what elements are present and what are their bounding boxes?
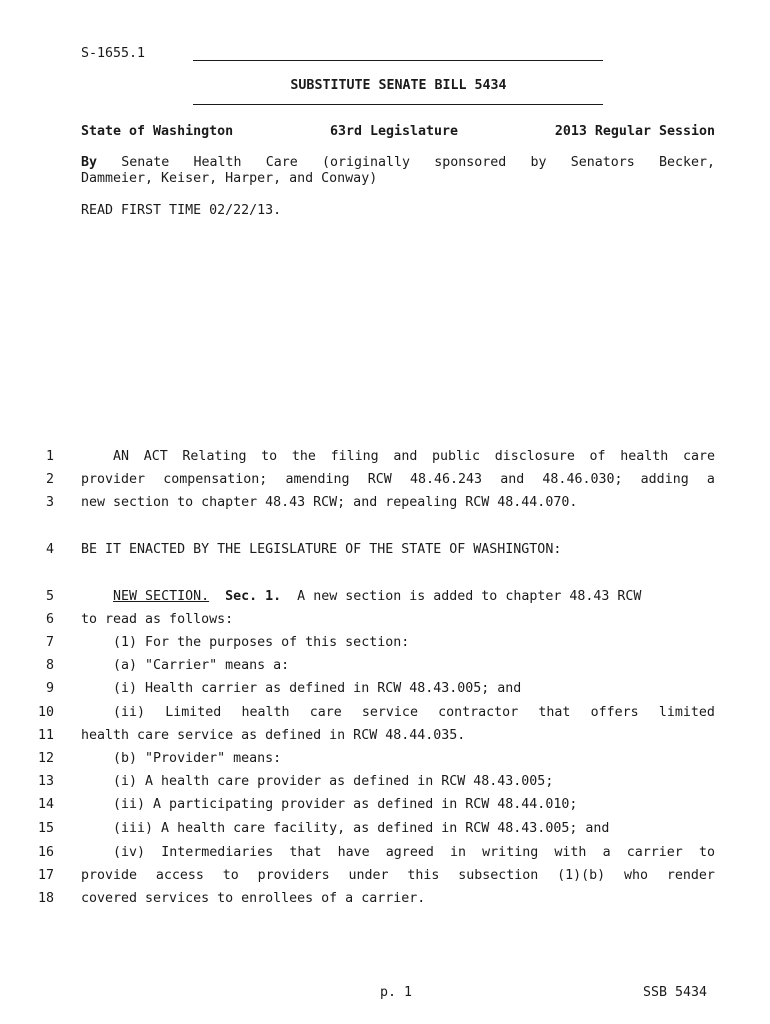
line-number: 16 bbox=[37, 845, 54, 860]
body-word: carrier bbox=[626, 845, 683, 860]
body-word: Relating bbox=[182, 449, 247, 464]
body-line: (ii) A participating provider as defined in RCW 48.44.010; bbox=[81, 797, 578, 812]
body-word: (iv) bbox=[113, 845, 146, 860]
body-word: and bbox=[393, 449, 418, 464]
body-word: RCW bbox=[367, 472, 392, 487]
state-name: State of Washington bbox=[81, 124, 234, 139]
body-line: (iii) A health care facility, as defined in RCW 48.43.005; and bbox=[81, 821, 610, 836]
sponsor-word: Health bbox=[193, 155, 242, 170]
body-word: under bbox=[348, 868, 389, 883]
top-rule bbox=[193, 60, 603, 61]
body-word: and bbox=[500, 472, 525, 487]
line-number: 4 bbox=[45, 542, 54, 557]
legislature: 63rd Legislature bbox=[329, 124, 459, 139]
body-line: (b) "Provider" means: bbox=[81, 751, 282, 766]
body-word: 48.46.030; bbox=[542, 472, 623, 487]
body-word: to bbox=[222, 868, 239, 883]
body-word: providers bbox=[257, 868, 330, 883]
body-word: this bbox=[407, 868, 440, 883]
body-word: health bbox=[620, 449, 669, 464]
body-word: disclosure bbox=[494, 449, 575, 464]
body-word: health bbox=[241, 705, 290, 720]
session: 2013 Regular Session bbox=[554, 124, 715, 139]
page-number: p. 1 bbox=[380, 985, 413, 1000]
bill-title: SUBSTITUTE SENATE BILL 5434 bbox=[290, 78, 507, 93]
session-line bbox=[81, 124, 715, 139]
body-word: contractor bbox=[438, 705, 519, 720]
body-word: a bbox=[706, 472, 715, 487]
body-word: render bbox=[666, 868, 715, 883]
body-line bbox=[81, 868, 715, 883]
line-number: 11 bbox=[37, 728, 54, 743]
line-number: 10 bbox=[37, 705, 54, 720]
body-word: care bbox=[682, 449, 715, 464]
body-word: the bbox=[291, 449, 316, 464]
body-word: adding bbox=[640, 472, 689, 487]
line-number: 18 bbox=[37, 891, 54, 906]
line-number: 3 bbox=[45, 495, 54, 510]
line-number: 6 bbox=[45, 612, 54, 627]
body-word: care bbox=[309, 705, 342, 720]
line-number: 13 bbox=[37, 774, 54, 789]
body-word: writing bbox=[482, 845, 539, 860]
body-word: have bbox=[337, 845, 370, 860]
body-line: BE IT ENACTED BY THE LEGISLATURE OF THE STATE OF WASHINGTON: bbox=[81, 542, 562, 557]
sponsor-word: Senate bbox=[121, 155, 170, 170]
line-number: 2 bbox=[45, 472, 54, 487]
by-label: By bbox=[81, 155, 98, 170]
body-word: filing bbox=[330, 449, 379, 464]
sponsor-word: Senators bbox=[570, 155, 635, 170]
sponsor-line-2: Dammeier, Keiser, Harper, and Conway) bbox=[81, 171, 378, 186]
body-line: health care service as defined in RCW 48.44.035. bbox=[81, 728, 466, 743]
body-word: provider bbox=[81, 472, 146, 487]
sponsor-line-1 bbox=[81, 155, 715, 170]
read-first-time: READ FIRST TIME 02/22/13. bbox=[81, 203, 282, 218]
sponsor-word: Becker, bbox=[658, 155, 715, 170]
body-line: new section to chapter 48.43 RCW; and repealing RCW 48.44.070. bbox=[81, 495, 578, 510]
body-line: (1) For the purposes of this section: bbox=[81, 635, 410, 650]
footer-bill-id: SSB 5434 bbox=[643, 985, 708, 1000]
body-line bbox=[81, 472, 715, 487]
body-word: a bbox=[602, 845, 611, 860]
section-number: Sec. 1. bbox=[225, 589, 282, 604]
body-word: Limited bbox=[165, 705, 222, 720]
body-word: to bbox=[261, 449, 278, 464]
sponsor-word: by bbox=[530, 155, 547, 170]
body-word: Intermediaries bbox=[161, 845, 274, 860]
body-word: limited bbox=[658, 705, 715, 720]
body-word: of bbox=[589, 449, 606, 464]
body-line bbox=[81, 705, 715, 720]
body-line bbox=[81, 845, 715, 860]
line-number: 7 bbox=[45, 635, 54, 650]
body-word: provide bbox=[81, 868, 138, 883]
line-number: 5 bbox=[45, 589, 54, 604]
body-line: covered services to enrollees of a carrier. bbox=[81, 891, 426, 906]
line-number: 1 bbox=[45, 449, 54, 464]
body-word: access bbox=[155, 868, 204, 883]
body-word: (ii) bbox=[113, 705, 146, 720]
body-word: (1)(b) bbox=[557, 868, 606, 883]
body-word: amending bbox=[285, 472, 350, 487]
body-word: AN bbox=[113, 449, 130, 464]
doc-id: S-1655.1 bbox=[81, 46, 146, 61]
body-word: subsection bbox=[458, 868, 539, 883]
new-section-label: NEW SECTION. bbox=[113, 589, 210, 604]
title-rule bbox=[193, 104, 603, 105]
body-word: to bbox=[698, 845, 715, 860]
body-line: (i) Health carrier as defined in RCW 48.43.005; and bbox=[81, 681, 522, 696]
body-word: ACT bbox=[143, 449, 168, 464]
body-word: with bbox=[554, 845, 587, 860]
sponsor-word: Care bbox=[265, 155, 298, 170]
body-word: that bbox=[289, 845, 322, 860]
body-word: public bbox=[432, 449, 481, 464]
line-number: 15 bbox=[37, 821, 54, 836]
body-word: agreed bbox=[385, 845, 434, 860]
body-line-text: A new section is added to chapter 48.43 RCW bbox=[281, 589, 642, 604]
body-word: offers bbox=[590, 705, 639, 720]
body-word: who bbox=[623, 868, 648, 883]
sponsor-word: (originally bbox=[321, 155, 411, 170]
body-word: compensation; bbox=[163, 472, 268, 487]
body-line: (i) A health care provider as defined in RCW 48.43.005; bbox=[81, 774, 554, 789]
body-word: service bbox=[361, 705, 418, 720]
body-line bbox=[81, 449, 715, 464]
body-line: (a) "Carrier" means a: bbox=[81, 658, 290, 673]
body-line: to read as follows: bbox=[81, 612, 234, 627]
line-number: 8 bbox=[45, 658, 54, 673]
body-line bbox=[81, 589, 715, 604]
sponsor-word: sponsored bbox=[434, 155, 507, 170]
body-word: that bbox=[538, 705, 571, 720]
body-word: 48.46.243 bbox=[409, 472, 483, 487]
line-number: 17 bbox=[37, 868, 54, 883]
body-word: in bbox=[450, 845, 467, 860]
line-number: 12 bbox=[37, 751, 54, 766]
line-number: 14 bbox=[37, 797, 54, 812]
line-number: 9 bbox=[45, 681, 54, 696]
